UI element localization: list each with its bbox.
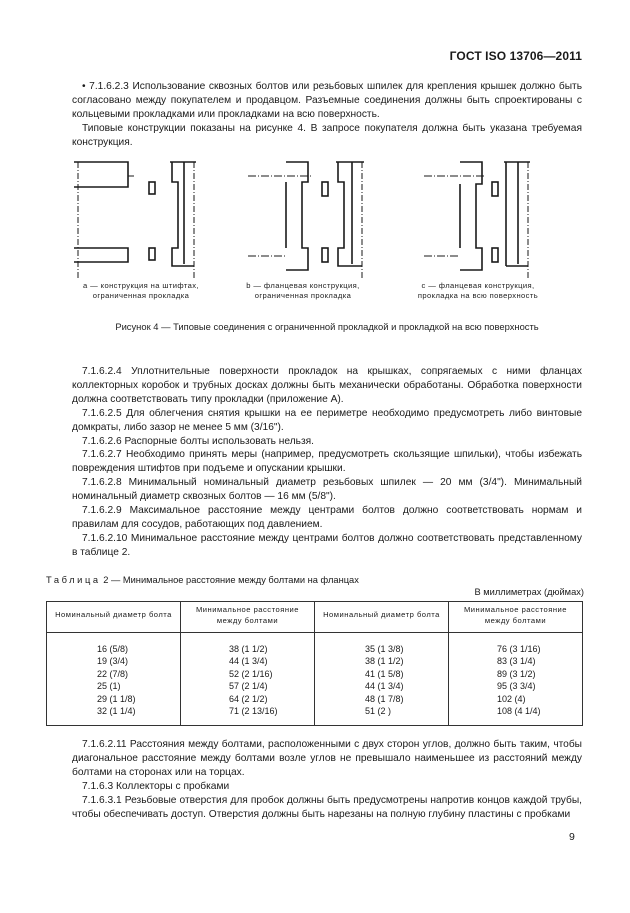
drawing-a bbox=[74, 162, 196, 278]
paragraph: 7.1.6.2.11 Расстояния между болтами, расположенными с двух сторон углов, должно быть таким, чтобы диагональное расстояние между болтами возле углов не превышало наименьшее из расстояний между болтами на сторонах или на торцах. bbox=[72, 739, 582, 778]
paragraph: 7.1.6.2.4 Уплотнительные поверхности прокладок на крышках, сопрягаемых с ними фланцах коллекторных коробок и трубных досках должны быть механически обработаны. Обработка поверхности должна соответствовать типу прокладки (приложение А). bbox=[72, 366, 582, 405]
subcaption-a: а — конструкция на штифтах, ограниченная прокладка bbox=[83, 281, 199, 300]
paragraph: 7.1.6.2.8 Минимальный номинальный диаметр резьбовых шпилек — 20 мм (3/4"). Минимальный номинальный диаметр сквозных болтов — 16 мм (5/8"). bbox=[72, 477, 582, 503]
header-min-distance-2: Минимальное расстояние между болтами bbox=[449, 602, 583, 633]
figure-4 bbox=[72, 160, 582, 330]
drawing-b bbox=[248, 162, 364, 278]
col-nominal-diameter-1: 16 (5/8) 19 (3/4) 22 (7/8) 25 (1) 29 (1 1/8) 32 (1 1/4) bbox=[47, 633, 181, 726]
sections-7-1-6-2-4-to-10 bbox=[72, 365, 582, 560]
sections-7-1-6-2-11-to-7-1-6-3-1 bbox=[72, 738, 582, 821]
subcaption-b: b — фланцевая конструкция, ограниченная прокладка bbox=[246, 281, 360, 300]
document-id: ГОСТ ISO 13706—2011 bbox=[449, 49, 582, 63]
page-number: 9 bbox=[569, 831, 575, 843]
paragraph: 7.1.6.2.7 Необходимо принять меры (например, предусмотреть скользящие шпильки), чтобы избежать повреждения штифтов при подъеме и опускании крышки. bbox=[72, 449, 582, 475]
col-min-distance-1: 38 (1 1/2) 44 (1 3/4) 52 (2 1/16) 57 (2 1/4) 64 (2 1/2) 71 (2 13/16) bbox=[181, 633, 315, 726]
paragraph: 7.1.6.3.1 Резьбовые отверстия для пробок должны быть предусмотрены напротив концов каждой трубы, чтобы обеспечивать доступ. Отверстия должны быть нарезаны на полную глубину пластины с пробками bbox=[72, 794, 582, 820]
table-label: Таблица bbox=[46, 575, 101, 585]
paragraph: 7.1.6.2.9 Максимальное расстояние между центрами болтов должно соответствовать нормам и правилам для сосудов, работающих под давлением. bbox=[72, 505, 582, 530]
paragraph: 7.1.6.2.10 Минимальное расстояние между центрами болтов должно соответствовать представленному в таблице 2. bbox=[72, 532, 582, 558]
col-nominal-diameter-2: 35 (1 3/8) 38 (1 1/2) 41 (1 5/8) 44 (1 3/4) 48 (1 7/8) 51 (2 ) bbox=[315, 633, 449, 726]
joint-drawings bbox=[72, 160, 582, 280]
table-row bbox=[47, 633, 583, 726]
table-units: В миллиметрах (дюймах) bbox=[474, 587, 584, 597]
header-nominal-diameter-1: Номинальный диаметр болта bbox=[47, 602, 181, 633]
bolt-spacing-table bbox=[46, 601, 583, 726]
header-min-distance-1: Минимальное расстояние между болтами bbox=[181, 602, 315, 633]
drawing-c bbox=[424, 162, 530, 278]
col-min-distance-2: 76 (3 1/16) 83 (3 1/4) 89 (3 1/2) 95 (3 3/4) 102 (4) 108 (4 1/4) bbox=[449, 633, 583, 726]
paragraph: Типовые конструкции показаны на рисунке 4. В запросе покупателя должна быть указана требуемая конструкция. bbox=[72, 122, 582, 148]
paragraph: 7.1.6.2.6 Распорные болты использовать нельзя. bbox=[82, 435, 315, 447]
subcaption-c: с — фланцевая конструкция, прокладка на всю поверхность bbox=[417, 281, 539, 300]
table-header-row bbox=[47, 602, 583, 633]
figure-caption: Рисунок 4 — Типовые соединения с ограниченной прокладкой и прокладкой на всю поверхность bbox=[115, 321, 539, 332]
table-title: 2 — Минимальное расстояние между болтами на фланцах bbox=[100, 575, 359, 585]
section-heading: 7.1.6.3 Коллекторы с пробками bbox=[82, 780, 230, 792]
table-caption bbox=[46, 575, 359, 585]
paragraph: • 7.1.6.2.3 Использование сквозных болтов или резьбовых шпилек для крепления крышек должно быть согласовано между покупателем и продавцом. Разъемные соединения должны быть спроектированы с кольцевыми прокладками или прокладками на всю поверхность. bbox=[72, 81, 582, 120]
paragraph: 7.1.6.2.5 Для облегчения снятия крышки на ее периметре необходимо предусмотреть либо винтовые домкраты, либо зазор не менее 5 мм (3/16"). bbox=[72, 407, 582, 433]
header-nominal-diameter-2: Номинальный диаметр болта bbox=[315, 602, 449, 633]
section-7-1-6-2-3 bbox=[72, 80, 582, 150]
